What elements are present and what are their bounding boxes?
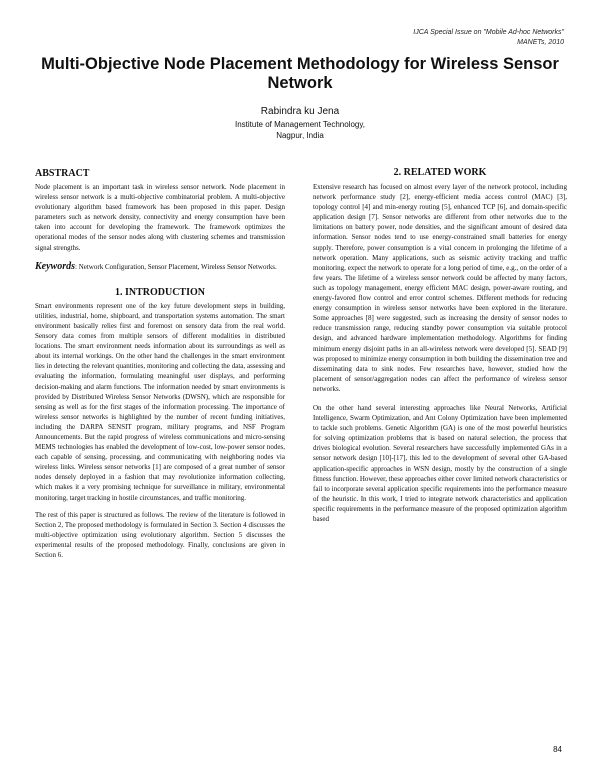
section-heading-related-work: 2. RELATED WORK xyxy=(393,167,487,178)
journal-header xyxy=(413,28,564,48)
author-affiliation xyxy=(100,119,500,141)
journal-header-line1: IJCA Special Issue on "Mobile Ad-hoc Networks" xyxy=(413,29,564,36)
keywords-label: Keywords xyxy=(35,260,75,272)
journal-header-line2: MANETs, 2010 xyxy=(517,39,564,46)
author-location: Nagpur, India xyxy=(276,131,324,140)
related-paragraph-2: On the other hand several interesting approaches like Neural Networks, Artificial Intelligence, Swarm Optimization, and Ant Colony Optimization have been implemented to tackle such problems. Genetic Algorithm (GA) is one of the most powerful heuristics for solving optimization problems that is based on natural selection, the process that drives biological evolution. Several researchers have successfully implemented GAs in a sensor network design [10]-[17], this led to the development of several other GA-based application-specific approaches in WSN design, mostly by the construction of a single fitness function. However, these approaches either cover limited network characteristics or fail to incorporate several application specific requirements into the performance measure of the heuristic. In this work, I tried to integrate network characteristics and application specific requirements in the performance measure of the proposed optimization algorithm based xyxy=(313,403,567,523)
abstract-heading: ABSTRACT xyxy=(35,168,90,179)
left-column xyxy=(35,168,285,560)
section-heading-introduction: 1. INTRODUCTION xyxy=(114,286,205,298)
right-column xyxy=(313,166,567,524)
intro-paragraph-2: The rest of this paper is structured as follows. The review of the literature is followed in Section 2, The proposed methodology is formulated in Section 3. Section 4 discusses the multi-objective optimization using evolutionary algorithm. Section 5 discusses the experimental results of the proposed methodology. Finally, conclusions are given in Section 6. xyxy=(35,510,285,559)
abstract-text: Node placement is an important task in wireless sensor network. Node placement in wireless sensor network is a multi-objective combinatorial problem. A multi-objective evolutionary algorithm based framework has been proposed in this paper. Design parameters such as network density, connectivity and energy consumption have been taken into account for developing the framework. The framework optimizes the operational modes of the sensor nodes along with clustering schemes and transmission signal strengths. xyxy=(35,183,285,252)
related-paragraph-1: Extensive research has focused on almost every layer of the network protocol, including network performance study [2], energy-efficient media access control (MAC) [3], topology control [4] and min-energy routing [5], enhanced TCP [6], and domain-specific application design [7]. Sensor networks are different from other networks due to the limitations on battery power, node densities, and the significant amount of desired data information. Sensor nodes tend to use energy-constrained small batteries for energy supply. Therefore, power consumption is a vital concern in prolonging the lifetime of a network operation. Many applications, such as seismic activity tracking and traffic monitoring, expect the network to operate for a long period of time, e.g., on the order of a few years. The lifetime of a wireless sensor network could be affected by many factors, such as topology management, energy efficient MAC design, power-aware routing, and energy-favored flow control and error control schemes. Different methods for reducing energy consumption in wireless sensor networks have been explored in the literature. Some approaches [8] were suggested, such as increasing the density of sensor nodes to reduce transmission range, reducing standby power consumption via suitable protocol design, and advanced hardware implementation methodology. Algorithms for finding minimum energy disjoint paths in an all-wireless network were developed [5]. SEAD [9] was proposed to minimize energy consumption in both building the dissemination tree and disseminating data to sink nodes. Few researches have, however, studied how the placement of sensor/aggregation nodes can affect the performance of wireless sensor networks. xyxy=(313,183,567,393)
keywords xyxy=(35,262,285,272)
paper-title: Multi-Objective Node Placement Methodology for Wireless Sensor Network xyxy=(41,55,559,92)
intro-paragraph-1: Smart environments represent one of the key future development steps in building, utilities, industrial, home, shipboard, and transportation systems automation. The smart environment basically relies first and foremost on sensory data from the real world. Sensory data comes from multiple sensors of different modalities in distributed locations. The smart environment needs information about its surroundings as well as about its internal workings. On the other hand the challenges in the smart environment lies in detecting the relevant quantities, monitoring and collecting the data, assessing and evaluating the information, formulating meaningful user displays, and performing decision-making and alarm functions. The information needed by smart environments is provided by Distributed Wireless Sensor Networks (DWSN), which are responsible for sensing as well as for the first stages of the information processing. The importance of wireless sensor networks is highlighted by the number of recent funding initiatives, including the DARPA SENSIT program, military programs, and NSF Program Announcements. But the rapid progress of wireless communications and micro-sensing MEMS technologies has enabled the development of low-cost, low-power sensor nodes, each capable of sensing, processing, and communicating with neighboring nodes via wireless links. Wireless sensor networks [1] are composed of a great number of sensor nodes densely deployed in a fashion that may revolutionize information collecting, which makes it a very promising technique for surveillance in military, environmental monitoring, target tracking in hostile circumstances, and traffic monitoring. xyxy=(35,301,285,502)
author-institute: Institute of Management Technology, xyxy=(234,120,365,129)
author-name: Rabindra ku Jena xyxy=(260,106,340,117)
keywords-text: : Network Configuration, Sensor Placement, Wireless Sensor Networks. xyxy=(75,262,277,271)
page-number: 84 xyxy=(553,745,562,754)
